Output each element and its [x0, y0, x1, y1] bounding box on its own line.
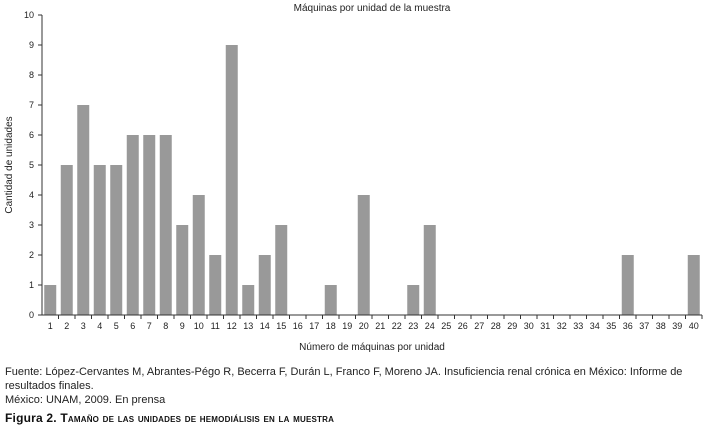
- figure-caption: [5, 411, 334, 425]
- y-tick-label: 10: [23, 10, 34, 20]
- x-axis-label: Número de máquinas por unidad: [299, 342, 445, 353]
- bar-40: [688, 255, 700, 315]
- chart-title: Máquinas por unidad de la muestra: [293, 3, 451, 14]
- x-tick-label: 34: [589, 321, 600, 331]
- x-tick-label: 16: [292, 321, 303, 331]
- x-tick-label: 11: [210, 321, 220, 331]
- y-tick-label: 3: [28, 220, 34, 230]
- x-tick-label: 18: [325, 321, 336, 331]
- y-axis-label: Cantidad de unidades: [4, 116, 15, 214]
- x-tick-label: 7: [146, 321, 152, 331]
- bar-18: [325, 285, 337, 315]
- x-tick-label: 24: [424, 321, 435, 331]
- x-tick-label: 4: [97, 321, 103, 331]
- x-tick-label: 22: [391, 321, 402, 331]
- x-tick-label: 14: [259, 321, 270, 331]
- bar-3: [77, 105, 89, 315]
- bar-1: [44, 285, 56, 315]
- bar-36: [622, 255, 634, 315]
- x-tick-label: 15: [276, 321, 287, 331]
- x-tick-label: 2: [64, 321, 70, 331]
- y-tick-label: 5: [28, 160, 34, 170]
- figure-caption-text: Tamaño de las unidades de hemodiálisis en la muestra: [60, 411, 335, 425]
- source-note: [5, 365, 705, 407]
- x-tick-label: 32: [556, 321, 567, 331]
- bar-24: [424, 225, 436, 315]
- y-tick-label: 1: [28, 280, 34, 290]
- bar-20: [358, 195, 370, 315]
- x-tick-label: 28: [490, 321, 501, 331]
- x-tick-label: 36: [622, 321, 633, 331]
- y-tick-label: 6: [28, 130, 34, 140]
- x-tick-label: 39: [672, 321, 683, 331]
- bar-8: [160, 135, 172, 315]
- y-tick-label: 4: [28, 190, 34, 200]
- y-tick-label: 2: [28, 250, 34, 260]
- bar-14: [259, 255, 271, 315]
- x-tick-label: 3: [80, 321, 86, 331]
- x-tick-label: 12: [226, 321, 237, 331]
- x-tick-label: 9: [179, 321, 185, 331]
- x-tick-label: 37: [639, 321, 650, 331]
- y-tick-label: 7: [28, 100, 34, 110]
- x-tick-label: 40: [688, 321, 699, 331]
- x-tick-label: 13: [243, 321, 254, 331]
- bar-2: [61, 165, 73, 315]
- source-line-2: México: UNAM, 2009. En prensa: [5, 394, 166, 406]
- y-tick-label: 9: [28, 40, 34, 50]
- y-tick-label: 8: [28, 70, 34, 80]
- bar-6: [127, 135, 139, 315]
- x-tick-label: 19: [342, 321, 353, 331]
- x-ticks: [48, 315, 702, 331]
- x-tick-label: 8: [163, 321, 169, 331]
- x-tick-label: 27: [474, 321, 485, 331]
- x-tick-label: 31: [540, 321, 551, 331]
- bar-7: [143, 135, 155, 315]
- x-tick-label: 5: [113, 321, 119, 331]
- bar-23: [407, 285, 419, 315]
- x-tick-label: 38: [655, 321, 666, 331]
- x-tick-label: 23: [408, 321, 419, 331]
- figure-caption-label: Figura 2.: [5, 411, 57, 425]
- bar-10: [193, 195, 205, 315]
- bar-13: [242, 285, 254, 315]
- bar-15: [275, 225, 287, 315]
- x-tick-label: 35: [606, 321, 617, 331]
- x-tick-label: 17: [309, 321, 320, 331]
- x-tick-label: 33: [573, 321, 584, 331]
- x-tick-label: 6: [130, 321, 136, 331]
- bar-11: [209, 255, 221, 315]
- bars-group: [44, 45, 700, 315]
- x-tick-label: 21: [375, 321, 386, 331]
- x-tick-label: 10: [193, 321, 204, 331]
- bar-5: [110, 165, 122, 315]
- bar-4: [94, 165, 106, 315]
- bar-9: [176, 225, 188, 315]
- x-tick-label: 30: [523, 321, 534, 331]
- x-tick-label: 1: [47, 321, 53, 331]
- bar-12: [226, 45, 238, 315]
- x-tick-label: 25: [441, 321, 452, 331]
- x-tick-label: 26: [457, 321, 468, 331]
- y-ticks: [24, 10, 42, 320]
- x-tick-label: 20: [358, 321, 369, 331]
- source-line-1: Fuente: López-Cervantes M, Abrantes-Pégo R, Becerra F, Durán L, Franco F, Moreno JA. Insuficiencia renal crónica en México: Informe de resultados finales.: [5, 366, 683, 392]
- y-tick-label: 0: [28, 310, 34, 320]
- x-tick-label: 29: [507, 321, 518, 331]
